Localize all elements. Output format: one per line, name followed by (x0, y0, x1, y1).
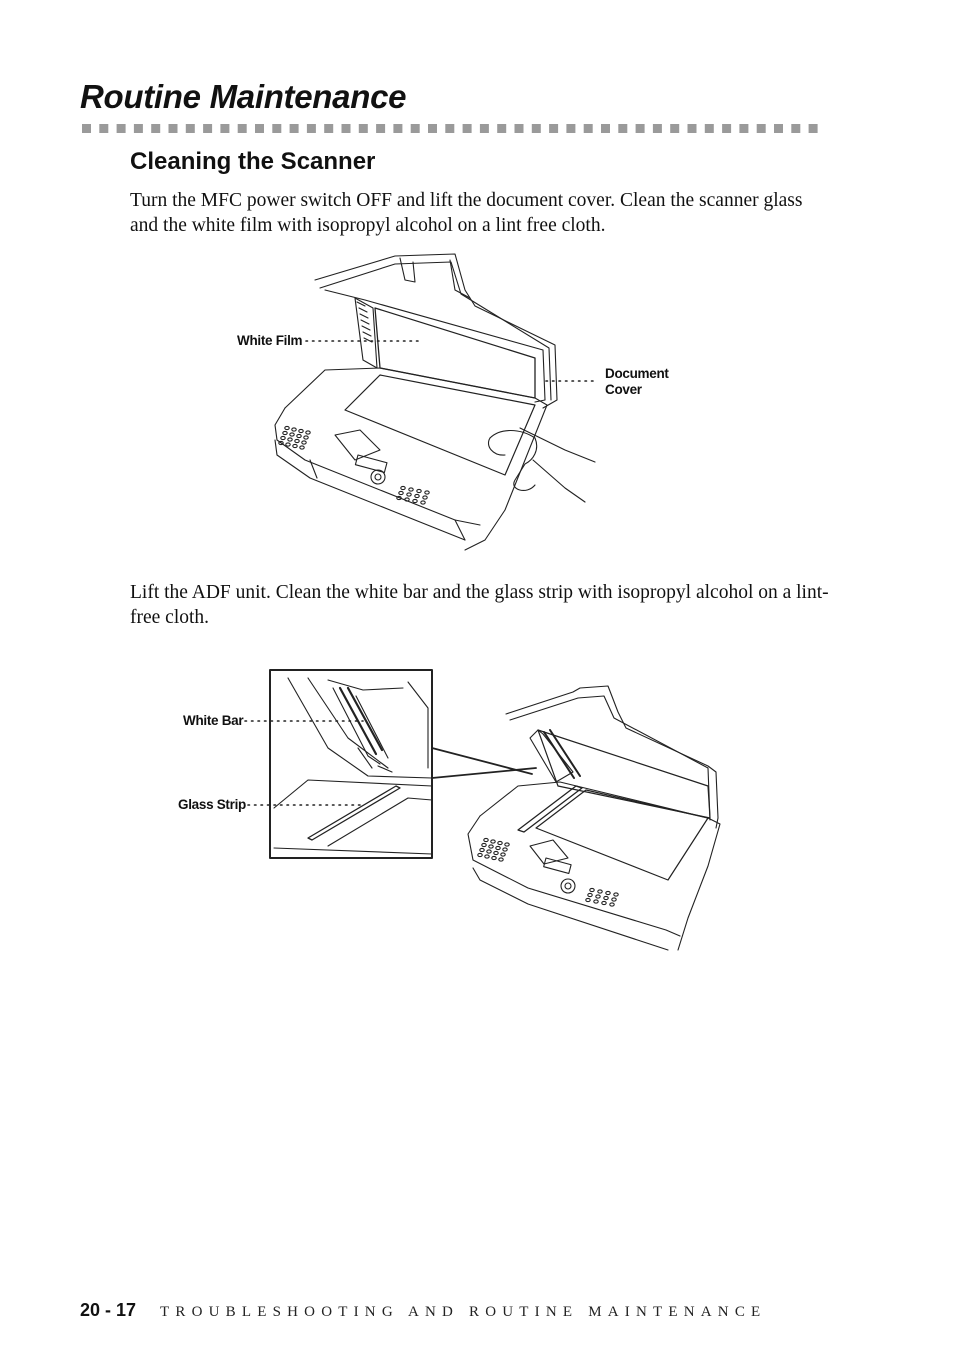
label-glass-strip-text: Glass Strip (178, 797, 246, 812)
rule-dot (566, 124, 575, 133)
rule-dot (376, 124, 385, 133)
keypad-button (598, 890, 602, 893)
keypad-button (290, 433, 294, 436)
rule-dot (169, 124, 178, 133)
keypad-button (288, 438, 292, 441)
figure-scanner-glass-cleaning (265, 250, 605, 560)
leader-glass-strip (246, 802, 364, 808)
page-footer (80, 1300, 766, 1321)
keypad-button (302, 441, 306, 444)
running-footer-title: TROUBLESHOOTING AND ROUTINE MAINTENANCE (160, 1304, 767, 1320)
keypad-button (503, 848, 507, 851)
rule-dot (82, 124, 91, 133)
rule-dot (428, 124, 437, 133)
rule-dot (705, 124, 714, 133)
title-rule-dots (82, 124, 822, 134)
rule-dot (722, 124, 731, 133)
leader-white-bar (243, 718, 365, 724)
keypad-button (425, 491, 429, 494)
keypad-button (586, 898, 590, 901)
keypad-button (417, 489, 421, 492)
keypad-button (604, 896, 608, 899)
keypad-button (496, 846, 500, 849)
rule-dot (480, 124, 489, 133)
keypad-button (498, 841, 502, 844)
keypad-button (478, 853, 482, 856)
rule-dot (238, 124, 247, 133)
keypad-button (306, 431, 310, 434)
keypad-button (492, 856, 496, 859)
rule-dot (757, 124, 766, 133)
label-glass-strip (178, 797, 246, 813)
keypad-button (499, 858, 503, 861)
rule-dot (393, 124, 402, 133)
keypad-button (413, 499, 417, 502)
rule-dot (255, 124, 264, 133)
keypad-button (407, 493, 411, 496)
rule-dot (203, 124, 212, 133)
keypad-button (421, 501, 425, 504)
rule-dot (307, 124, 316, 133)
rule-dot (445, 124, 454, 133)
keypad-button (602, 901, 606, 904)
keypad-button (480, 848, 484, 851)
keypad-button (293, 444, 297, 447)
keypad-button (596, 895, 600, 898)
keypad-button (588, 893, 592, 896)
keypad-button (494, 851, 498, 854)
label-document-cover (605, 366, 685, 398)
page-title: Routine Maintenance (80, 78, 407, 115)
keypad-button (594, 900, 598, 903)
rule-dot (117, 124, 126, 133)
keypad-button (285, 426, 289, 429)
keypad-button (300, 446, 304, 449)
keypad-button (610, 903, 614, 906)
keypad-button (487, 850, 491, 853)
keypad-button (409, 488, 413, 491)
label-white-bar (183, 713, 243, 729)
rule-dot (809, 124, 818, 133)
keypad-button (297, 434, 301, 437)
rule-dot (497, 124, 506, 133)
rule-dot (290, 124, 299, 133)
rule-dot (670, 124, 679, 133)
rule-dot (220, 124, 229, 133)
keypad-button (281, 436, 285, 439)
leader-white-film (304, 338, 420, 344)
keypad-button (295, 439, 299, 442)
rule-dot (463, 124, 472, 133)
keypad-button (304, 436, 308, 439)
rule-dot (134, 124, 143, 133)
keypad-button (415, 494, 419, 497)
rule-dot (272, 124, 281, 133)
keypad-button (505, 843, 509, 846)
leader-document-cover (544, 378, 600, 384)
keypad-button (423, 496, 427, 499)
rule-dot (99, 124, 108, 133)
rule-dot (774, 124, 783, 133)
keypad-button (482, 843, 486, 846)
keypad-button (292, 428, 296, 431)
keypad-button (614, 893, 618, 896)
keypad-button (484, 838, 488, 841)
keypad-button (590, 888, 594, 891)
keypad-button (489, 845, 493, 848)
rule-dot (636, 124, 645, 133)
rule-dot (342, 124, 351, 133)
rule-dot (515, 124, 524, 133)
rule-dot (688, 124, 697, 133)
label-white-film (237, 333, 302, 349)
keypad-button (405, 498, 409, 501)
label-document-cover-text: Document Cover (605, 366, 669, 397)
paragraph-clean-scanner-glass: Turn the MFC power switch OFF and lift the document cover. Clean the scanner glass and the white film with isopropyl alcohol on a lint free cloth. (130, 190, 803, 236)
rule-dot (359, 124, 368, 133)
keypad-button (501, 853, 505, 856)
label-white-film-text: White Film (237, 333, 303, 348)
rule-dot (549, 124, 558, 133)
rule-dot (186, 124, 195, 133)
figure-adf-cleaning (268, 668, 728, 960)
rule-dot (324, 124, 333, 133)
paragraph-clean-white-bar: Lift the ADF unit. Clean the white bar and the glass strip with isopropyl alcohol on a lint-free cloth. (130, 582, 829, 628)
rule-dot (653, 124, 662, 133)
rule-dot (151, 124, 160, 133)
rule-dot (739, 124, 748, 133)
rule-dot (791, 124, 800, 133)
keypad-button (399, 491, 403, 494)
keypad-button (401, 486, 405, 489)
keypad-button (485, 855, 489, 858)
label-white-bar-text: White Bar (183, 713, 244, 728)
section-heading: Cleaning the Scanner (130, 148, 376, 175)
keypad-button (286, 443, 290, 446)
rule-dot (584, 124, 593, 133)
keypad-button (606, 891, 610, 894)
keypad-button (491, 840, 495, 843)
rule-dot (411, 124, 420, 133)
keypad-button (612, 898, 616, 901)
rule-dot (618, 124, 627, 133)
rule-dot (601, 124, 610, 133)
rule-dot (532, 124, 541, 133)
keypad-button (299, 429, 303, 432)
keypad-button (283, 431, 287, 434)
page-number: 20 - 17 (80, 1300, 137, 1320)
